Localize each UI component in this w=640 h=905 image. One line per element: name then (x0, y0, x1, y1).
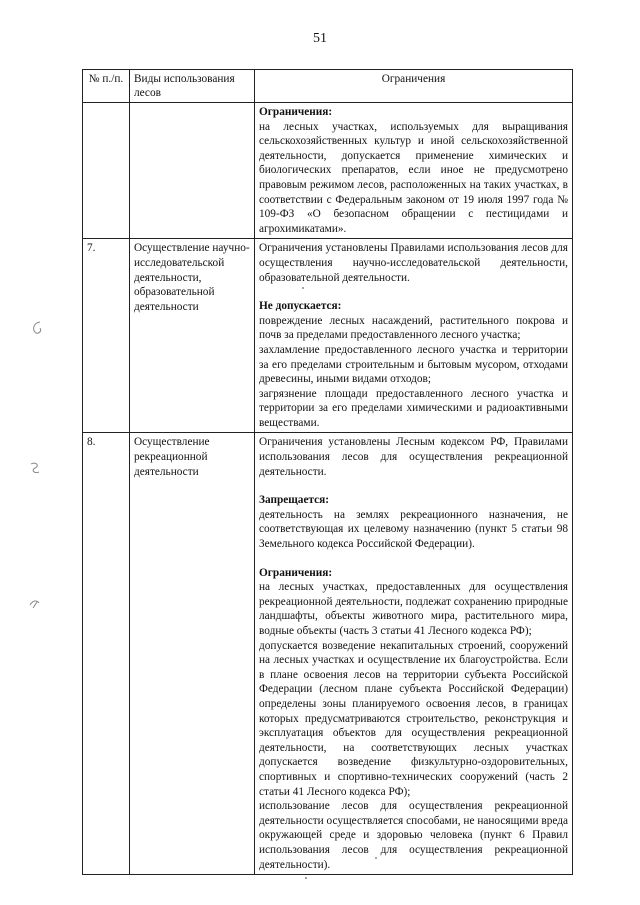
row-number (83, 103, 130, 239)
row-restrictions (255, 103, 573, 239)
table-row (83, 103, 573, 239)
prohibited-heading: Не допускается: (259, 300, 342, 313)
header-usage-kind: Виды использования лесов (130, 70, 255, 103)
restrictions-heading: Ограничения: (259, 566, 333, 579)
restriction-paragraph: деятельность на землях рекреационного назначения, не соответствующая их целевому назначению (пункт 5 статьи 98 Земельного кодекса Российской Федерации). (259, 508, 568, 551)
row-usage-kind: Осуществление рекреационной деятельности (130, 433, 255, 875)
restriction-paragraph: повреждение лесных насаждений, растительного покрова и почв за пределами предоставленного лесного участка; (259, 314, 568, 342)
scan-dot (305, 877, 307, 879)
scan-mark-icon (28, 460, 42, 476)
scan-mark-icon (28, 597, 42, 611)
row-number: 7. (83, 239, 130, 433)
restriction-paragraph: на лесных участках, используемых для выращивания сельскохозяйственных культур и иной сельскохозяйственной деятельности, допускается применение химических и биологических препаратов, если иное не предусмотрено правовым режимом лесов, расположенных на таких участках, в соответствии с Федеральным законом от 19 июля 1997 года № 109-ФЗ «О безопасном обращении с пестицидами и агрохимикатами». (259, 120, 568, 235)
row-number: 8. (83, 433, 130, 875)
restriction-paragraph: на лесных участках, предоставленных для осуществления рекреационной деятельности, подлежат сохранению природные ландшафты, объекты животного мира, растительного мира, водные объекты (часть 3 статьи 41 Лесного кодекса РФ); (259, 581, 568, 637)
restriction-paragraph: использование лесов для осуществления рекреационной деятельности осуществляется способами, не наносящими вреда окружающей среде и здоровью человека (пункт 6 Правил использования лесов для осуществления рекреационной деятельности). (259, 800, 568, 871)
restriction-paragraph: Ограничения установлены Правилами использования лесов для осуществления научно-исследовательской деятельности, образовательной деятельности. (259, 242, 568, 284)
header-restrictions: Ограничения (255, 70, 573, 103)
restriction-paragraph: загрязнение площади предоставленного лесного участка и территории за его пределами химическими и радиоактивными веществами. (259, 387, 568, 429)
table-header-row (83, 70, 573, 103)
restriction-paragraph: Ограничения установлены Лесным кодексом РФ, Правилами использования лесов для осуществления рекреационной деятельности. (259, 436, 568, 478)
restriction-paragraph: захламление предоставленного лесного участка и территории за его пределами строительным и бытовым мусором, отходами древесины, иными видами отходов; (259, 343, 568, 386)
table-row (83, 239, 573, 433)
row-restrictions (255, 239, 573, 433)
forbidden-heading: Запрещается: (259, 494, 330, 507)
page-number: 51 (313, 31, 327, 46)
scan-dot (302, 287, 304, 289)
scan-dot (375, 857, 377, 859)
restriction-paragraph: допускается возведение некапитальных строений, сооружений на лесных участках и осуществление их благоустройства. Если в плане освоения лесов на территории субъекта Российской Федерации (лесном плане субъекта Российской Федерации) определены зоны планируемого освоения лесов, в границах которых предусматриваются строительство, реконструкция и эксплуатация объектов для осуществления рекреационной деятельности, на соответствующих лесных участках допускается возведение физкультурно-оздоровительных, спортивных и спортивно-технических сооружений (часть 2 статьи 41 Лесного кодекса РФ); (259, 639, 568, 798)
scan-mark-icon (30, 320, 44, 336)
restrictions-table (82, 69, 573, 875)
row-restrictions (255, 433, 573, 875)
table-row (83, 433, 573, 875)
header-number: № п./п. (83, 70, 130, 103)
row-usage-kind: Осуществление научно-исследовательской деятельности, образовательной деятельности (130, 239, 255, 433)
restrictions-heading: Ограничения: (259, 106, 333, 118)
row-usage-kind (130, 103, 255, 239)
